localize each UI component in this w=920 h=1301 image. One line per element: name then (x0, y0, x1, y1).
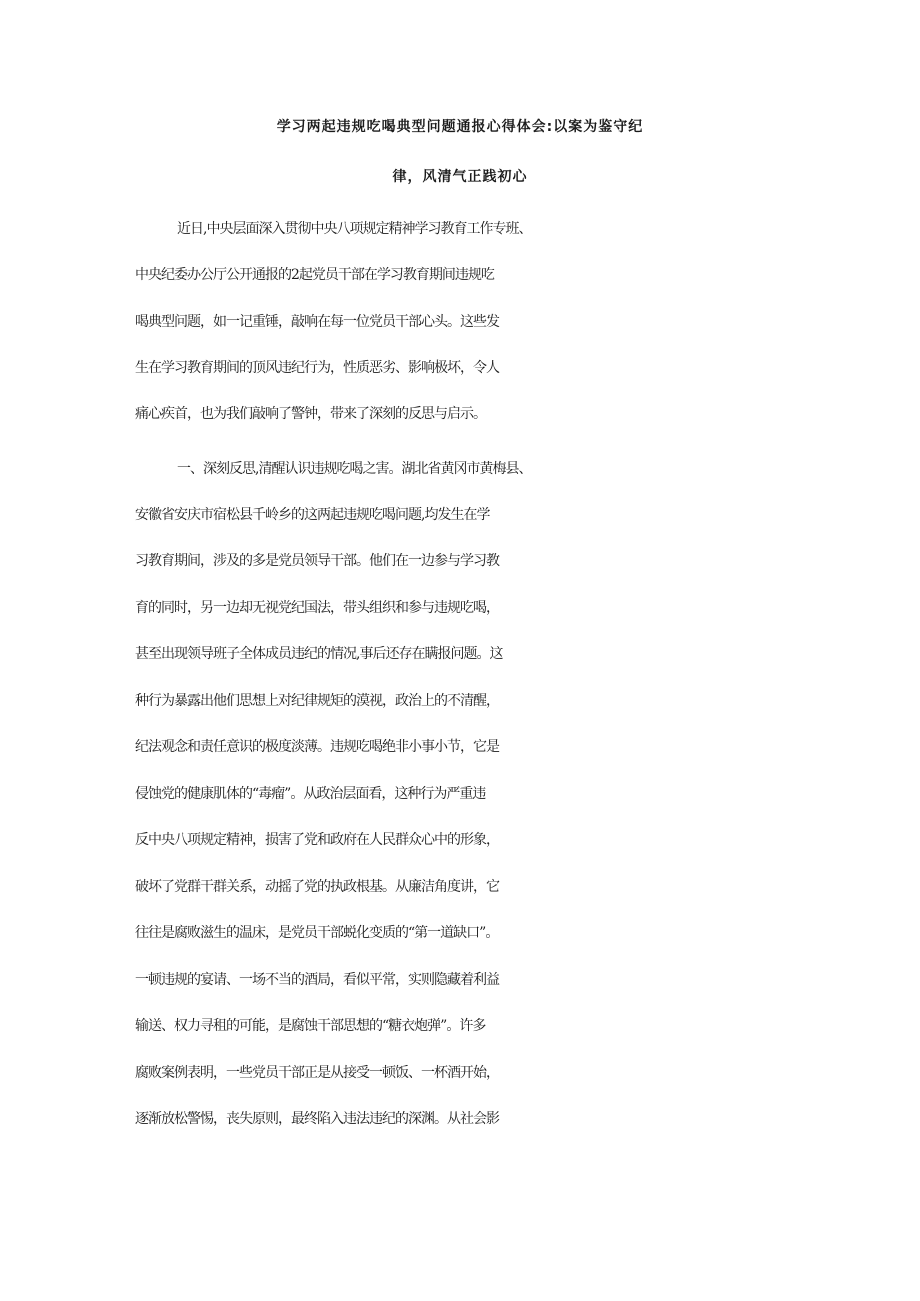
document-title-line-1: 学习两起违规吃喝典型问题通报心得体会:以案为鉴守纪 (276, 119, 644, 135)
paragraph-2-line-2: 安徽省安庆市宿松县千岭乡的这两起违规吃喝问题,均发生在学 (135, 507, 490, 523)
paragraph-1-line-3: 喝典型问题，如一记重锤，敲响在每一位党员干部心头。这些发 (135, 314, 499, 330)
paragraph-1-line-1: 近日,中央层面深入贯彻中央八项规定精神学习教育工作专班、 (177, 221, 532, 237)
paragraph-1-line-4: 生在学习教育期间的顶风违纪行为，性质恶劣、影响极坏，令人 (135, 360, 499, 376)
paragraph-2-line-12: 一顿违规的宴请、一场不当的酒局，看似平常，实则隐藏着利益 (135, 972, 499, 988)
paragraph-2-line-3: 习教育期间，涉及的多是党员领导干部。他们在一边参与学习教 (135, 553, 499, 569)
paragraph-1-line-2: 中央纪委办公厅公开通报的2起党员干部在学习教育期间违规吃 (135, 267, 494, 283)
paragraph-2-line-13: 输送、权力寻租的可能，是腐蚀干部思想的“糖衣炮弹”。许多 (135, 1018, 486, 1034)
paragraph-2-line-15: 逐渐放松警惕，丧失原则，最终陷入违法违纪的深渊。从社会影 (135, 1111, 499, 1127)
paragraph-2-line-1: 一、深刻反思,清醒认识违规吃喝之害。湖北省黄冈市黄梅县、 (177, 461, 532, 477)
paragraph-1-line-5: 痛心疾首，也为我们敲响了警钟，带来了深刻的反思与启示。 (135, 406, 486, 422)
paragraph-2-line-10: 破坏了党群干群关系，动摇了党的执政根基。从廉洁角度讲，它 (135, 879, 499, 895)
paragraph-2-line-14: 腐败案例表明，一些党员干部正是从接受一顿饭、一杯酒开始， (135, 1065, 499, 1081)
paragraph-2-line-5: 甚至出现领导班子全体成员违纪的情况,事后还存在瞒报问题。这 (135, 646, 503, 662)
paragraph-2-line-7: 纪法观念和责任意识的极度淡薄。违规吃喝绝非小事小节，它是 (135, 739, 499, 755)
paragraph-2-line-11: 往往是腐败滋生的温床，是党员干部蜕化变质的“第一道缺口”。 (135, 925, 499, 941)
paragraph-2-line-4: 育的同时，另一边却无视党纪国法，带头组织和参与违规吃喝， (135, 600, 499, 616)
document-title-line-2: 律，风清气正践初心 (392, 169, 528, 185)
paragraph-2-line-9: 反中央八项规定精神，损害了党和政府在人民群众心中的形象， (135, 832, 499, 848)
paragraph-2-line-6: 种行为暴露出他们思想上对纪律规矩的漠视，政治上的不清醒， (135, 693, 499, 709)
paragraph-2-line-8: 侵蚀党的健康肌体的“毒瘤”。从政治层面看，这种行为严重违 (135, 786, 486, 802)
